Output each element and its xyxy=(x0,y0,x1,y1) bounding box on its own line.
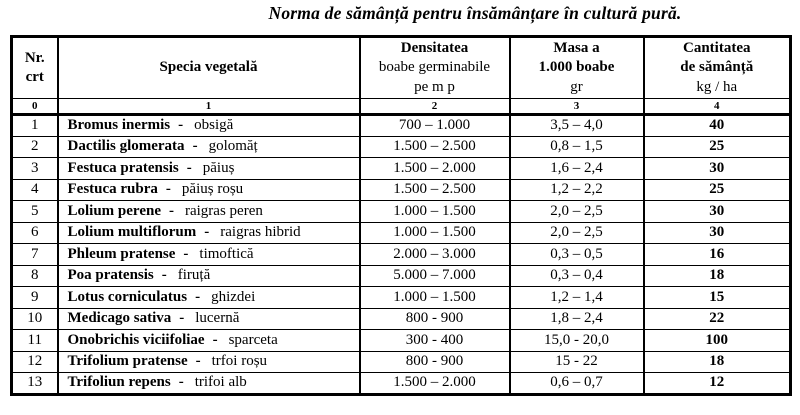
species-latin: Lotus corniculatus xyxy=(67,288,188,305)
species-cell xyxy=(58,330,360,352)
table-row xyxy=(12,201,791,223)
species-common: lucernă xyxy=(195,310,240,327)
species-separator: - xyxy=(179,310,185,327)
mass-cell: 3,5 – 4,0 xyxy=(510,115,644,137)
row-number: 8 xyxy=(12,265,58,287)
species-common: sparceta xyxy=(228,331,278,348)
species-common: firuță xyxy=(177,267,211,284)
header-row xyxy=(12,37,791,99)
species-cell xyxy=(58,115,360,137)
row-number: 7 xyxy=(12,244,58,266)
density-cell: 5.000 – 7.000 xyxy=(360,265,510,287)
species-cell xyxy=(58,351,360,373)
quantity-cell: 18 xyxy=(644,265,791,287)
quantity-cell: 100 xyxy=(644,330,791,352)
density-cell: 2.000 – 3.000 xyxy=(360,244,510,266)
mass-cell: 0,6 – 0,7 xyxy=(510,373,644,395)
quantity-cell: 16 xyxy=(644,244,791,266)
species-latin: Dactilis glomerata xyxy=(67,138,185,155)
mass-cell: 1,2 – 1,4 xyxy=(510,287,644,309)
species-common: raigras peren xyxy=(184,202,263,219)
species-separator: - xyxy=(168,202,174,219)
index-0: 0 xyxy=(12,99,58,115)
index-1: 1 xyxy=(58,99,360,115)
density-cell: 700 – 1.000 xyxy=(360,115,510,137)
row-number: 5 xyxy=(12,201,58,223)
mass-cell: 2,0 – 2,5 xyxy=(510,222,644,244)
species-latin: Onobrichis viciifoliae xyxy=(67,331,205,348)
species-common: păiuș roșu xyxy=(181,181,244,198)
table-row xyxy=(12,115,791,137)
species-latin: Trifoliun repens xyxy=(67,374,171,391)
species-separator: - xyxy=(178,374,184,391)
species-cell xyxy=(58,308,360,330)
row-number: 4 xyxy=(12,179,58,201)
density-cell: 1.500 – 2.500 xyxy=(360,179,510,201)
quantity-cell: 15 xyxy=(644,287,791,309)
species-cell xyxy=(58,136,360,158)
species-latin: Phleum pratense xyxy=(67,245,176,262)
mass-cell: 1,2 – 2,2 xyxy=(510,179,644,201)
quantity-cell: 30 xyxy=(644,158,791,180)
species-latin: Festuca rubra xyxy=(67,181,158,198)
species-common: raigras hibrid xyxy=(220,224,301,241)
index-4: 4 xyxy=(644,99,791,115)
header-density: Densitatea boabe germinabile pe m p xyxy=(360,37,510,99)
row-number: 10 xyxy=(12,308,58,330)
header-nr-line1: Nr. xyxy=(24,49,45,66)
density-cell: 1.500 – 2.000 xyxy=(360,158,510,180)
header-nr-line2: crt xyxy=(25,69,44,85)
table-body xyxy=(12,115,791,395)
density-cell: 800 - 900 xyxy=(360,351,510,373)
index-3: 3 xyxy=(510,99,644,115)
quantity-cell: 18 xyxy=(644,351,791,373)
column-index-row xyxy=(12,99,791,115)
table-row xyxy=(12,222,791,244)
mass-cell: 15 - 22 xyxy=(510,351,644,373)
quantity-cell: 30 xyxy=(644,201,791,223)
species-latin: Lolium multiflorum xyxy=(67,224,197,241)
species-separator: - xyxy=(212,331,218,348)
table-header xyxy=(12,37,791,115)
quantity-cell: 25 xyxy=(644,136,791,158)
species-latin: Poa pratensis xyxy=(67,267,154,284)
row-number: 1 xyxy=(12,115,58,137)
species-cell xyxy=(58,222,360,244)
table-row xyxy=(12,244,791,266)
quantity-cell: 12 xyxy=(644,373,791,395)
mass-cell: 0,3 – 0,5 xyxy=(510,244,644,266)
seed-norm-table xyxy=(10,35,792,396)
density-cell: 1.500 – 2.500 xyxy=(360,136,510,158)
species-cell xyxy=(58,158,360,180)
header-species: Specia vegetală xyxy=(58,37,360,99)
row-number: 2 xyxy=(12,136,58,158)
species-common: păiuș xyxy=(202,159,235,176)
species-latin: Lolium perene xyxy=(67,202,161,219)
species-separator: - xyxy=(165,181,171,198)
species-separator: - xyxy=(195,288,201,305)
row-number: 11 xyxy=(12,330,58,352)
species-latin: Medicago sativa xyxy=(67,310,172,327)
row-number: 6 xyxy=(12,222,58,244)
species-separator: - xyxy=(186,159,192,176)
quantity-cell: 22 xyxy=(644,308,791,330)
species-common: trifoi alb xyxy=(194,374,247,391)
species-common: ghizdei xyxy=(211,288,256,305)
density-cell: 1.000 – 1.500 xyxy=(360,287,510,309)
species-cell xyxy=(58,244,360,266)
mass-cell: 1,8 – 2,4 xyxy=(510,308,644,330)
row-number: 9 xyxy=(12,287,58,309)
density-cell: 800 - 900 xyxy=(360,308,510,330)
header-nr-crt xyxy=(12,37,58,99)
species-latin: Trifolium pratense xyxy=(67,353,188,370)
mass-cell: 0,3 – 0,4 xyxy=(510,265,644,287)
table-row xyxy=(12,136,791,158)
species-separator: - xyxy=(178,117,184,134)
table-row xyxy=(12,351,791,373)
table-row xyxy=(12,373,791,395)
quantity-cell: 30 xyxy=(644,222,791,244)
species-separator: - xyxy=(195,353,201,370)
species-common: golomăț xyxy=(208,138,258,155)
density-cell: 1.000 – 1.500 xyxy=(360,201,510,223)
species-separator: - xyxy=(183,245,189,262)
species-cell xyxy=(58,373,360,395)
species-separator: - xyxy=(204,224,210,241)
species-cell xyxy=(58,265,360,287)
row-number: 13 xyxy=(12,373,58,395)
mass-cell: 2,0 – 2,5 xyxy=(510,201,644,223)
table-row xyxy=(12,287,791,309)
species-cell xyxy=(58,287,360,309)
table-row xyxy=(12,308,791,330)
table-row xyxy=(12,330,791,352)
table-row xyxy=(12,265,791,287)
density-cell: 1.000 – 1.500 xyxy=(360,222,510,244)
species-cell xyxy=(58,201,360,223)
species-common: timoftică xyxy=(199,245,254,262)
mass-cell: 15,0 - 20,0 xyxy=(510,330,644,352)
row-number: 12 xyxy=(12,351,58,373)
species-latin: Bromus inermis xyxy=(67,117,171,134)
mass-cell: 0,8 – 1,5 xyxy=(510,136,644,158)
species-separator: - xyxy=(161,267,167,284)
page-title: Norma de sămânță pentru însămânțare în cultură pură. xyxy=(268,3,682,23)
density-cell: 1.500 – 2.000 xyxy=(360,373,510,395)
index-2: 2 xyxy=(360,99,510,115)
species-common: trfoi roșu xyxy=(211,353,268,370)
row-number: 3 xyxy=(12,158,58,180)
mass-cell: 1,6 – 2,4 xyxy=(510,158,644,180)
table-row xyxy=(12,158,791,180)
quantity-cell: 40 xyxy=(644,115,791,137)
species-cell xyxy=(58,179,360,201)
table-row xyxy=(12,179,791,201)
species-common: obsigă xyxy=(194,117,234,134)
species-latin: Festuca pratensis xyxy=(67,159,179,176)
header-quantity: Cantitatea de sămânță kg / ha xyxy=(644,37,791,99)
density-cell: 300 - 400 xyxy=(360,330,510,352)
header-mass: Masa a 1.000 boabe gr xyxy=(510,37,644,99)
quantity-cell: 25 xyxy=(644,179,791,201)
species-separator: - xyxy=(192,138,198,155)
